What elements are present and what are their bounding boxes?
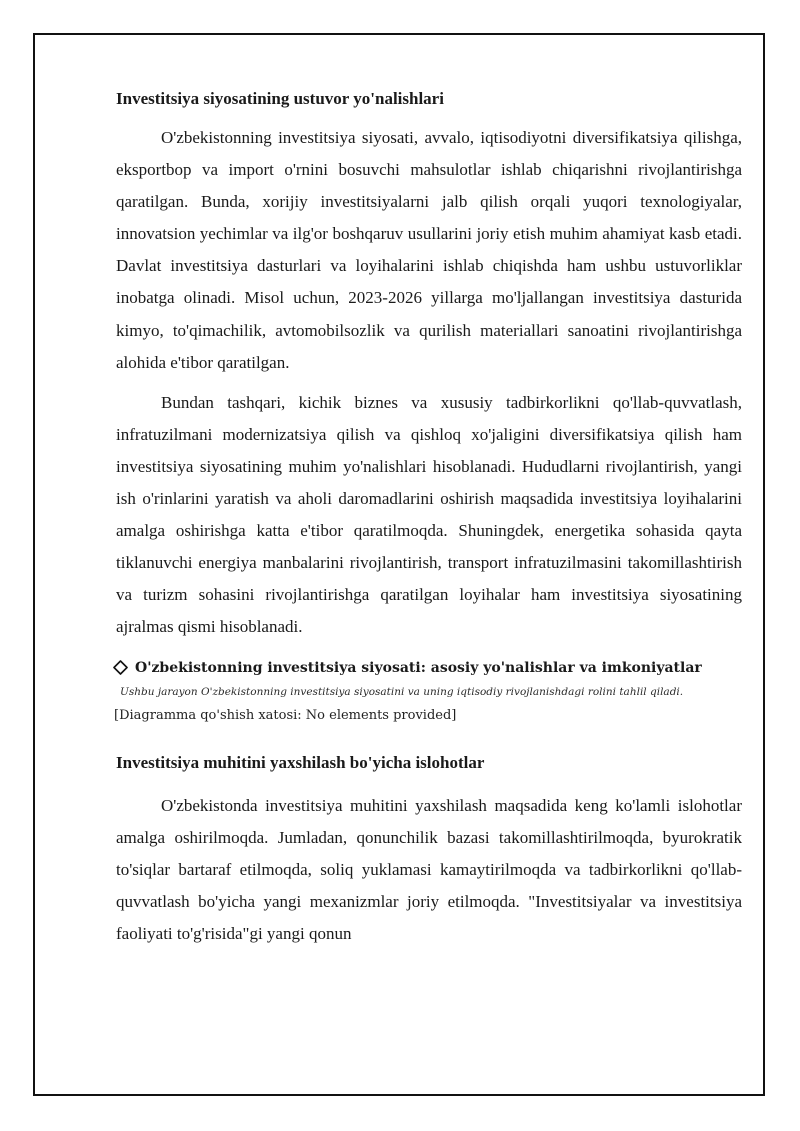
section-heading: Investitsiya siyosatining ustuvor yo'nalishlari [116,89,444,108]
paragraph: O'zbekistonning investitsiya siyosati, avvalo, iqtisodiyotni diversifikatsiya qilishga, eksportbop va import o'rnini bosuvchi mahsulotlar ishlab chiqarishni rivojlantirishga qaratilgan. Bunda, xorijiy investitsiyalarni jalb qilish orqali yuqori texnologiyalar, innovatsion yechimlar va ilg'or boshqaruv usullarini joriy etish muhim ahamiyat kasb etadi. Davlat investitsiya dasturlari va loyihalarini ishlab chiqishda ham ushbu ustuvorliklar inobatga olinadi. Misol uchun, 2023-2026 yillarga mo'ljallangan investitsiya dasturida kimyo, to'qimachilik, avtomobilsozlik va qurilish materiallari sanoatini rivojlantirishga alohida e'tibor qaratilgan. [116,128,742,372]
paragraph: O'zbekistonda investitsiya muhitini yaxshilash maqsadida keng ko'lamli islohotlar amalga oshirilmoqda. Jumladan, qonunchilik bazasi takomillashtirilmoqda, byurokratik to'siqlar bartaraf etilmoqda, soliq yuklamasi kamaytirilmoqda va tadbirkorlikni qo'llab-quvvatlash bo'yicha yangi mexanizmlar joriy etilmoqda. "Investitsiyalar va investitsiya faoliyati to'g'risida"gi yangi qonun [116,795,742,943]
diagram-caption: Ushbu jarayon O'zbekistonning investitsiya siyosatini va uning iqtisodiy rivojlanishdagi rolini tahlil qiladi. [120,685,684,698]
diagram-title-text: O'zbekistonning investitsiya siyosati: asosiy yo'nalishlar va imkoniyatlar [135,659,702,676]
diamond-icon [112,659,129,676]
diagram-title [112,658,742,678]
diagram-error-message: [Diagramma qo'shish xatosi: No elements provided] [114,707,457,723]
document-body [116,86,742,950]
paragraph: Bundan tashqari, kichik biznes va xususiy tadbirkorlikni qo'llab-quvvatlash, infratuzilmani modernizatsiya qilish va qishloq xo'jaligini diversifikatsiya qilish ham investitsiya siyosatining muhim yo'nalishlari hisoblanadi. Hududlarni rivojlantirish, yangi ish o'rinlarini yaratish va aholi daromadlarini oshirish maqsadida investitsiya loyihalarini amalga oshirishga katta e'tibor qaratilmoqda. Shuningdek, energetika sohasida qayta tiklanuvchi energiya manbalarini rivojlantirish, transport infratuzilmasini takomillashtirish va turizm sohasini rivojlantirishga qaratilgan loyihalar ham investitsiya siyosatining ajralmas qismi hisoblanadi. [116,392,742,637]
section-heading: Investitsiya muhitini yaxshilash bo'yicha islohotlar [116,752,485,772]
